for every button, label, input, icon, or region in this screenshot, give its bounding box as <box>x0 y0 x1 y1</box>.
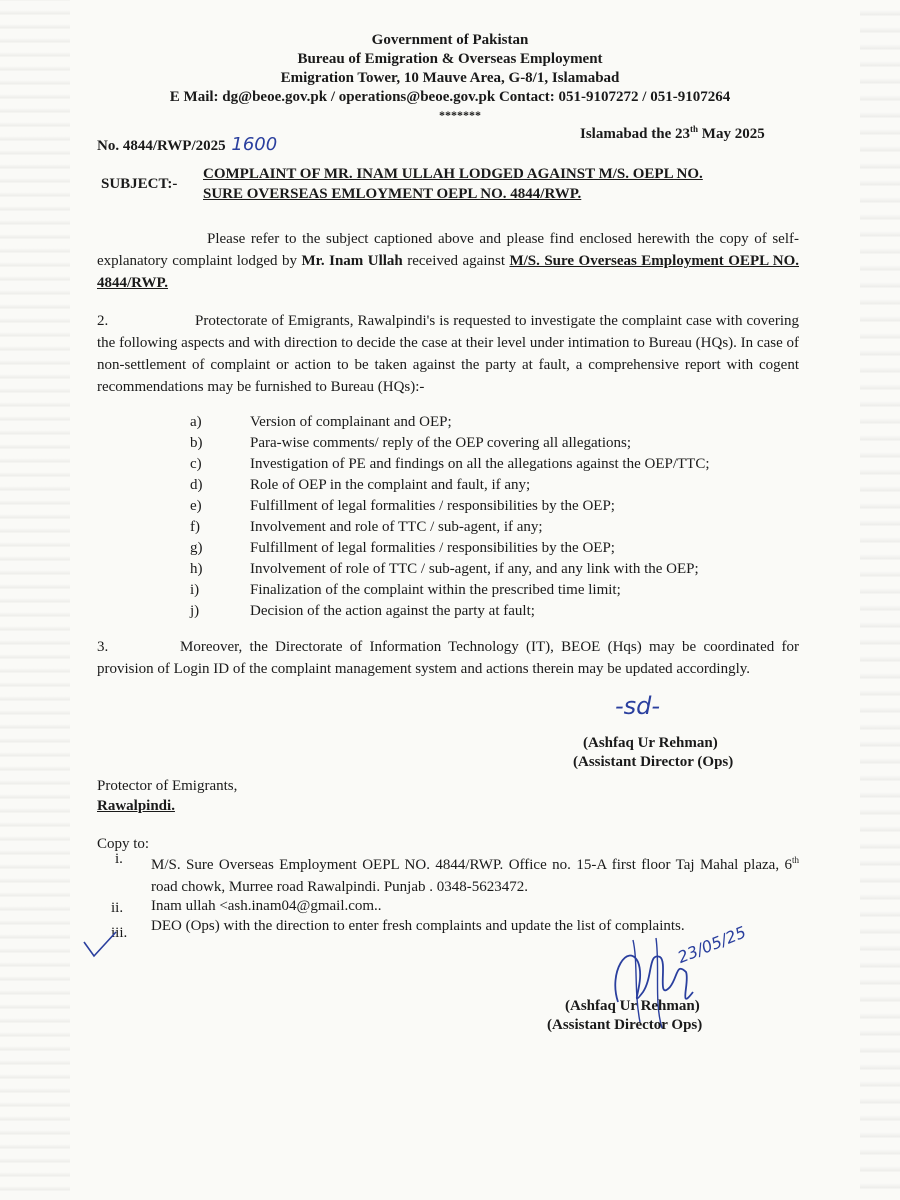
addressee-title: Protector of Emigrants, <box>97 778 238 794</box>
aspect-text: Para-wise comments/ reply of the OEP covering all allegations; <box>250 435 632 451</box>
scan-edge-left <box>0 0 70 1200</box>
scan-edge-right <box>860 0 900 1200</box>
letterhead-line-1: Government of Pakistan <box>371 32 529 48</box>
aspect-item <box>190 498 790 518</box>
addressee-location: Rawalpindi. <box>97 798 175 814</box>
copy-item-2-key: ii. <box>111 900 124 916</box>
copy-signatory-title: (Assistant Director Ops) <box>547 1017 703 1033</box>
paragraph-3: 3. Moreover, the Directorate of Information Technology (IT), BEOE (Hqs) may be coordinated for provision of Login ID of the complaint management system and actions therein may be updated accordingly. <box>97 639 799 677</box>
aspect-key: a) <box>190 414 202 430</box>
letter-date: Islamabad the 23th May 2025 <box>580 124 765 142</box>
copy-to-label: Copy to: <box>97 836 150 852</box>
copy-item-1: M/S. Sure Overseas Employment OEPL NO. 4844/RWP. Office no. 15-A first floor Taj Mahal plaza, 6th road chowk, Murree road Rawalpindi. Punjab . 0348-5623472. <box>151 855 799 895</box>
handwritten-date: 23/05/25 <box>674 922 749 967</box>
aspect-key: c) <box>190 456 202 472</box>
aspect-key: h) <box>190 561 203 577</box>
letterhead-contact: E Mail: dg@beoe.gov.pk / operations@beoe.gov.pk Contact: 051-9107272 / 051-9107264 <box>169 89 731 105</box>
letterhead-separator: ******* <box>439 108 481 122</box>
aspect-key: f) <box>190 519 200 535</box>
aspect-item <box>190 435 790 455</box>
aspect-text: Version of complainant and OEP; <box>250 414 452 430</box>
aspect-text: Fulfillment of legal formalities / responsibilities by the OEP; <box>250 498 615 514</box>
aspect-text: Decision of the action against the party at fault; <box>250 603 535 619</box>
aspect-item <box>190 561 790 581</box>
checkmark-icon <box>82 930 118 960</box>
aspect-item <box>190 456 790 476</box>
aspect-item <box>190 540 790 560</box>
signatory-name: (Ashfaq Ur Rehman) <box>583 735 718 751</box>
copy-item-3: DEO (Ops) with the direction to enter fresh complaints and update the list of complaints. <box>151 918 685 934</box>
paragraph-1: Please refer to the subject captioned above and please find enclosed herewith the copy of self-explanatory complaint lodged by Mr. Inam Ullah received against M/S. Sure Overseas Employment OEPL NO. 4844/RWP. <box>97 231 799 291</box>
letterhead-line-2: Bureau of Emigration & Overseas Employment <box>297 51 603 67</box>
aspect-text: Involvement and role of TTC / sub-agent, if any; <box>250 519 543 535</box>
aspect-text: Investigation of PE and findings on all the allegations against the OEP/TTC; <box>250 456 710 472</box>
aspect-item <box>190 603 790 623</box>
aspect-item <box>190 582 790 602</box>
copy-signatory-name: (Ashfaq Ur Rehman) <box>565 998 700 1014</box>
aspect-text: Fulfillment of legal formalities / responsibilities by the OEP; <box>250 540 615 556</box>
aspect-key: b) <box>190 435 203 451</box>
aspect-text: Finalization of the complaint within the prescribed time limit; <box>250 582 621 598</box>
subject-line-2: SURE OVERSEAS EMLOYMENT OEPL NO. 4844/RWP. <box>203 186 582 202</box>
aspect-item <box>190 519 790 539</box>
signatory-title: (Assistant Director (Ops) <box>573 754 734 770</box>
handwritten-dispatch-number: 1600 <box>231 134 278 155</box>
subject-line-1: COMPLAINT OF MR. INAM ULLAH LODGED AGAINST M/S. OEPL NO. <box>203 166 703 182</box>
aspect-key: j) <box>190 603 200 619</box>
copy-item-3-key: iii. <box>111 925 128 941</box>
aspect-key: g) <box>190 540 203 556</box>
subject-label: SUBJECT:- <box>101 176 178 192</box>
letterhead-line-3: Emigration Tower, 10 Mauve Area, G-8/1, Islamabad <box>280 70 620 86</box>
aspect-text: Role of OEP in the complaint and fault, if any; <box>250 477 531 493</box>
aspect-text: Involvement of role of TTC / sub-agent, if any, and any link with the OEP; <box>250 561 699 577</box>
aspect-key: i) <box>190 582 200 598</box>
aspect-item <box>190 414 790 434</box>
copy-item-1-key: i. <box>115 851 123 867</box>
aspect-key: e) <box>190 498 202 514</box>
aspect-item <box>190 477 790 497</box>
aspect-key: d) <box>190 477 203 493</box>
reference-number: No. 4844/RWP/2025 1600 <box>97 134 278 155</box>
paragraph-2: 2. Protectorate of Emigrants, Rawalpindi's is requested to investigate the complaint case with covering the following aspects and with direction to decide the case at their level under intimation to Bureau (HQs). In case of non-settlement of complaint or action to be taken against the party at fault, a comprehensive report with cogent recommendations may be furnished to Bureau (HQs):- <box>97 313 799 395</box>
copy-item-2: Inam ullah <ash.inam04@gmail.com.. <box>151 898 382 914</box>
aspects-list <box>190 414 790 624</box>
signed-mark: -sd- <box>615 692 661 720</box>
